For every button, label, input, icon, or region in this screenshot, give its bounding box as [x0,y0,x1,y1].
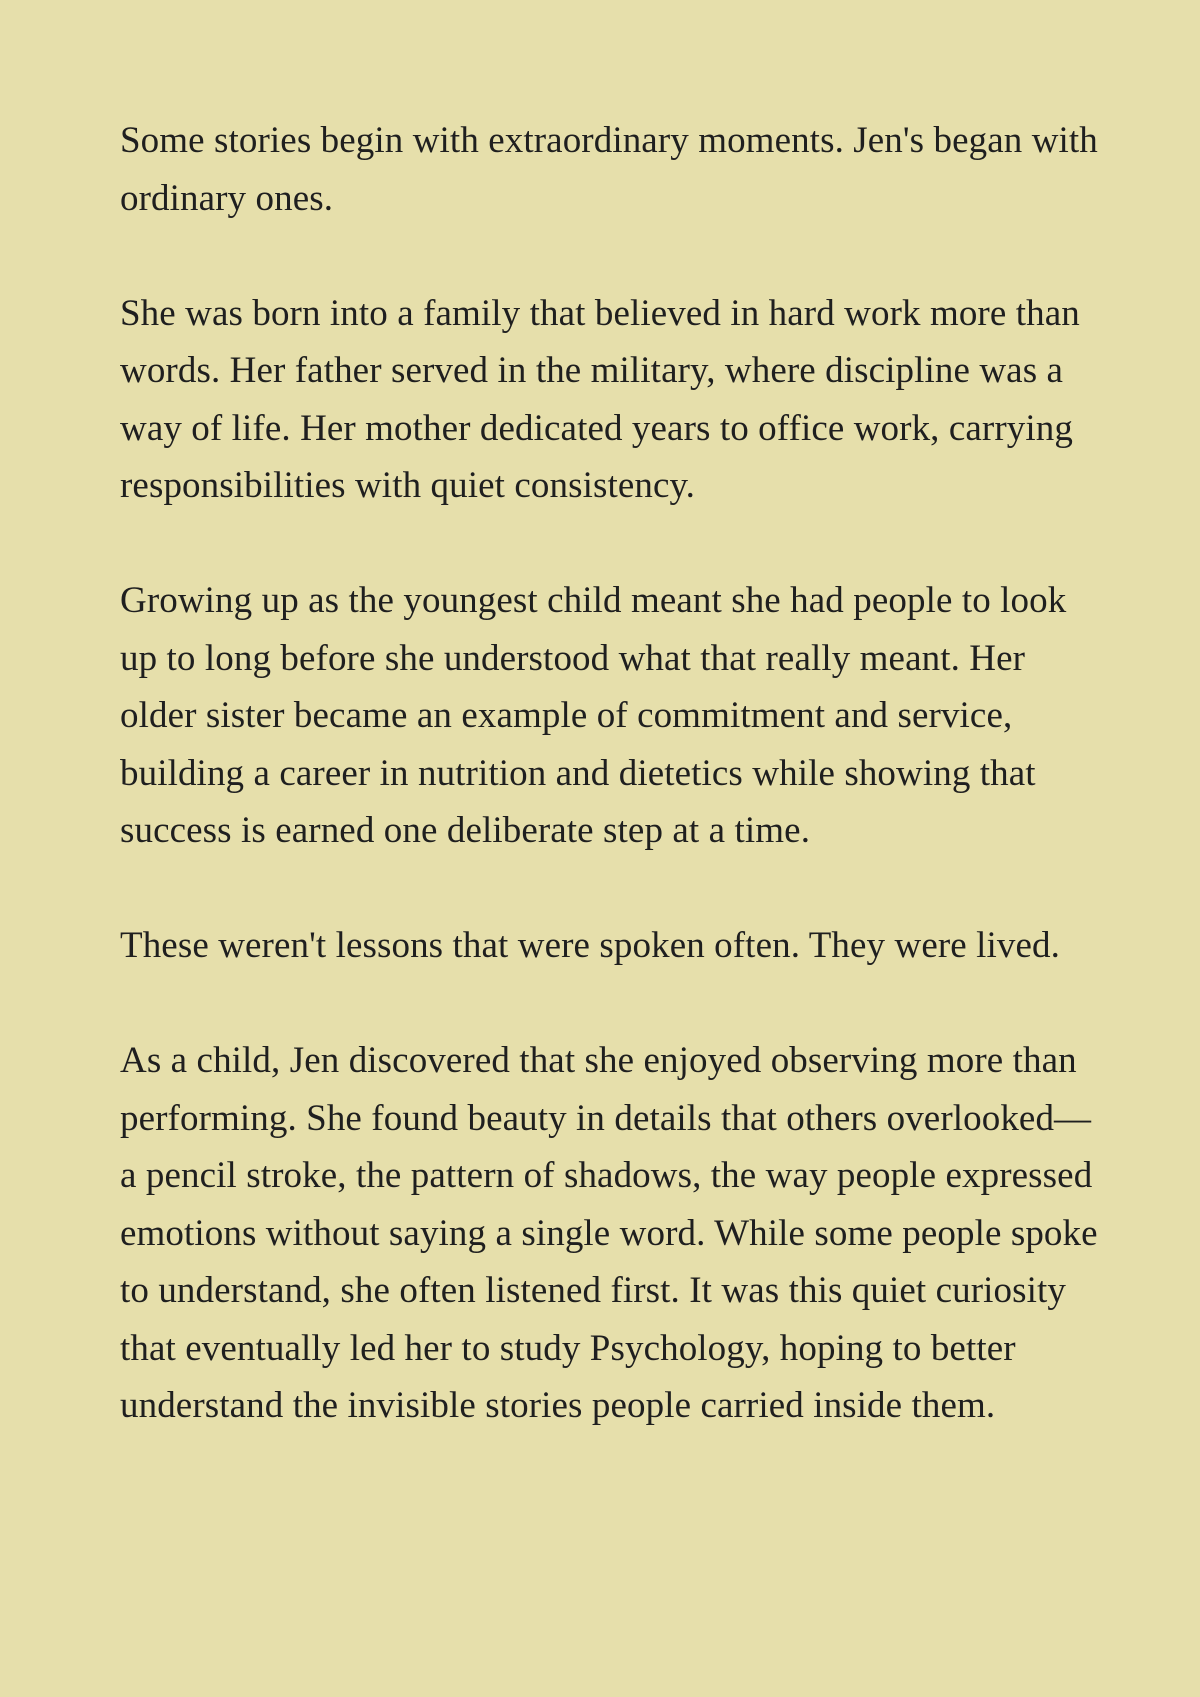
paragraph-4: These weren't lessons that were spoken often. They were lived. [120,925,1060,966]
paragraph-5: As a child, Jen discovered that she enjoyed observing more than performing. She found beauty in details that others overlooked—a pencil stroke, the pattern of shadows, the way people expressed emotions without saying a single word. While some people spoke to understand, she often listened first. It was this quiet curiosity that eventually led her to study Psychology, hoping to better understand the invisible stories people carried inside them. [120,1040,1098,1426]
story-text [120,112,1100,1435]
paragraph-1: Some stories begin with extraordinary moments. Jen's began with ordinary ones. [120,120,1098,219]
paragraph-3: Growing up as the youngest child meant she had people to look up to long before she understood what that really meant. Her older sister became an example of commitment and service, building a career in nutrition and dietetics while showing that success is earned one deliberate step at a time. [120,580,1067,851]
paragraph-2: She was born into a family that believed in hard work more than words. Her father served in the military, where discipline was a way of life. Her mother dedicated years to office work, carrying responsibilities with quiet consistency. [120,292,1080,506]
